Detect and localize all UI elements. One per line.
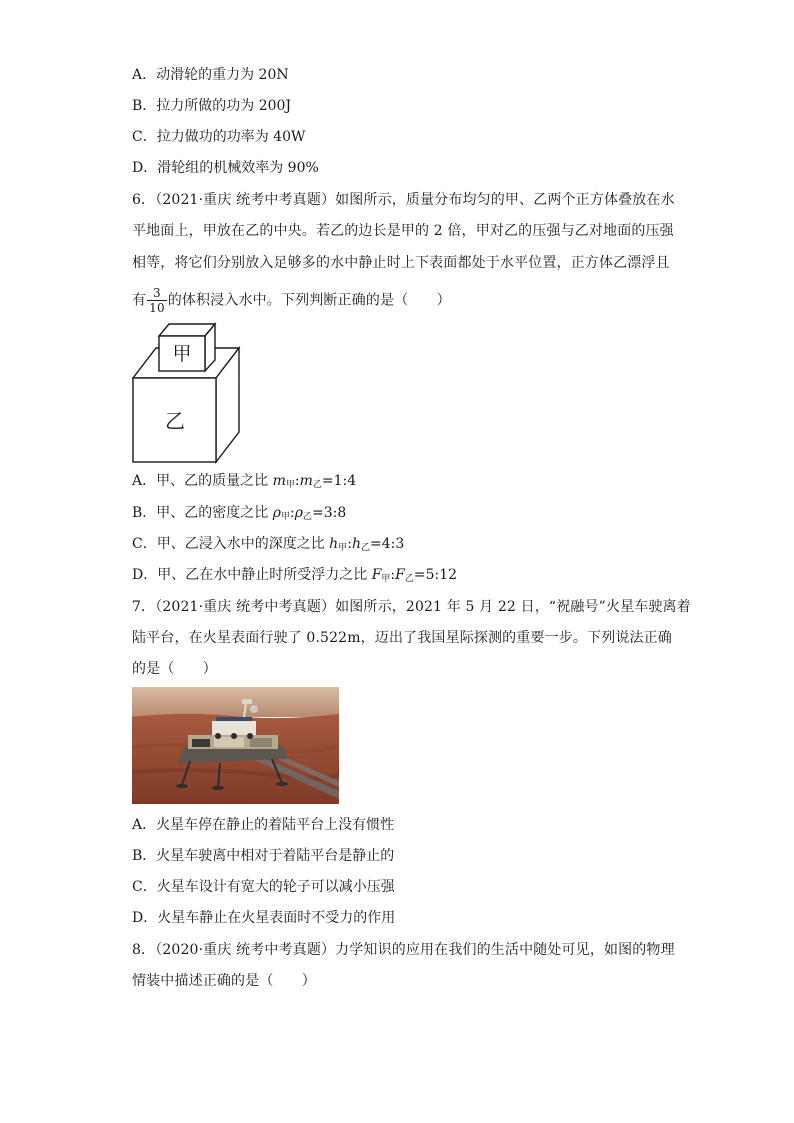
math-value: =4:3 (369, 536, 405, 552)
q6-stem-line-1: 6．（2021·重庆 统考中考真题）如图所示，质量分布均匀的甲、乙两个正方体叠放在水 (132, 192, 675, 208)
q8-stem-line-1: 8．（2020·重庆 统考中考真题）力学知识的应用在我们的生活中随处可见，如图的物理 (132, 942, 675, 958)
mars-rover-illustration (132, 687, 339, 804)
q6-stem-line-3: 相等，将它们分别放入足够多的水中静止时上下表面都处于水平位置，正方体乙漂浮且 (132, 255, 670, 271)
cubes-diagram (132, 322, 244, 464)
rover-body (212, 721, 256, 735)
math-sep: : (290, 505, 295, 521)
math-value: =1:4 (321, 473, 357, 489)
q7-option-d: D．火星车静止在火星表面时不受力的作用 (132, 910, 396, 926)
q7-stem-line-1: 7．（2021·重庆 统考中考真题）如图所示，2021 年 5 月 22 日，“祝融号”火星车驶离着 (132, 599, 691, 615)
q7-option-c: C．火星车设计有宽大的轮子可以减小压强 (132, 879, 395, 895)
q6-option-d (132, 565, 672, 589)
math-subscript: 乙 (312, 480, 322, 490)
q7-stem-line-2: 陆平台，在火星表面行驶了 0.522m，迈出了我国星际探测的重要一步。下列说法正确 (132, 630, 672, 646)
stacked-cubes-figure (132, 322, 244, 464)
math-subscript: 甲 (381, 574, 391, 584)
math-value: =3:8 (311, 505, 347, 521)
option-text: A．甲、乙的质量之比 (132, 473, 273, 489)
option-text: B．甲、乙的密度之比 (132, 505, 273, 521)
q6-line4-pre: 有 (132, 292, 147, 309)
q6-option-c (132, 534, 672, 558)
math-var: h (351, 536, 361, 552)
q5-option-c: C．拉力做功的功率为 40W (132, 129, 306, 145)
mars-sky (132, 687, 339, 717)
math-subscript: 乙 (302, 512, 312, 522)
fraction-denominator: 10 (149, 301, 165, 315)
q5-option-d: D．滑轮组的机械效率为 90% (132, 160, 319, 176)
q6-option-b (132, 503, 672, 527)
q6-option-a (132, 471, 672, 495)
q7-stem-line-3: 的是（ ） (132, 661, 217, 677)
option-text: D．甲、乙在水中静止时所受浮力之比 (132, 567, 372, 583)
math-sep: : (294, 473, 300, 489)
math-sep: : (390, 567, 396, 583)
math-subscript: 乙 (360, 543, 370, 553)
q7-option-b: B．火星车驶离中相对于着陆平台是静止的 (132, 848, 395, 864)
large-cube-label: 乙 (165, 409, 185, 433)
math-var: m (272, 473, 286, 489)
math-var: m (299, 473, 313, 489)
q5-option-a: A．动滑轮的重力为 20N (132, 67, 289, 83)
math-subscript: 甲 (338, 543, 348, 553)
math-value: =5:12 (413, 567, 458, 583)
math-subscript: 甲 (285, 480, 295, 490)
fraction-numerator: 3 (147, 286, 167, 301)
q8-stem-line-2: 情装中描述正确的是（ ） (132, 973, 316, 989)
math-sep: : (347, 536, 352, 552)
small-cube-label: 甲 (172, 343, 192, 365)
math-subscript: 甲 (280, 512, 290, 522)
mars-rover-photo (132, 687, 339, 804)
math-subscript: 乙 (404, 574, 414, 584)
option-text: C．甲、乙浸入水中的深度之比 (132, 536, 330, 552)
math-var: ρ (272, 505, 281, 521)
q7-option-a: A．火星车停在静止的着陆平台上没有惯性 (132, 817, 395, 833)
fraction (147, 286, 167, 315)
q6-stem-line-4 (132, 286, 672, 315)
math-var: ρ (294, 505, 303, 521)
q6-line4-post: 的体积浸入水中。下列判断正确的是（ ） (167, 292, 451, 309)
math-var: F (371, 567, 382, 583)
q5-option-b: B．拉力所做的功为 200J (132, 98, 292, 114)
math-var: h (329, 536, 339, 552)
q6-stem-line-2: 平地面上，甲放在乙的中央。若乙的边长是甲的 2 倍，甲对乙的压强与乙对地面的压强 (132, 223, 674, 239)
math-var: F (395, 567, 405, 583)
